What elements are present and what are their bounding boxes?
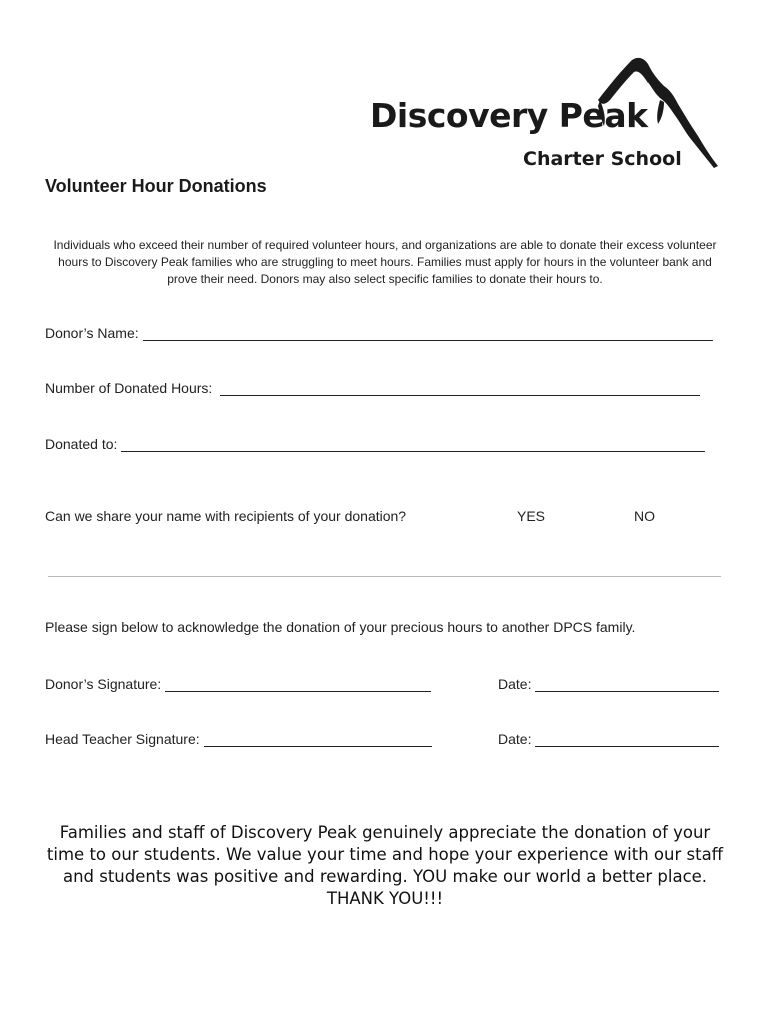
- donor-date-field[interactable]: [535, 677, 719, 692]
- head-teacher-date-label: Date:: [498, 731, 532, 747]
- share-no-option[interactable]: NO: [634, 508, 655, 524]
- donated-hours-field[interactable]: [220, 381, 700, 396]
- acknowledge-text: Please sign below to acknowledge the donation of your precious hours to another DPCS family.: [45, 619, 636, 635]
- head-teacher-signature-row: [45, 731, 432, 747]
- head-teacher-signature-field[interactable]: [204, 732, 432, 747]
- donor-name-field[interactable]: [143, 326, 713, 341]
- section-divider: [48, 576, 721, 577]
- head-teacher-date-field[interactable]: [535, 732, 719, 747]
- school-logo: [360, 52, 720, 182]
- school-subtitle: Charter School: [523, 148, 682, 170]
- donated-hours-label: Number of Donated Hours:: [45, 380, 213, 396]
- closing-message: [40, 822, 730, 910]
- head-teacher-date-row: [498, 731, 719, 747]
- donor-signature-field[interactable]: [165, 677, 431, 692]
- closing-thanks: THANK YOU!!!: [326, 889, 444, 908]
- donor-date-label: Date:: [498, 676, 532, 692]
- page-title: Volunteer Hour Donations: [45, 176, 267, 196]
- donated-hours-row: [45, 380, 700, 396]
- donor-name-row: [45, 325, 713, 341]
- closing-text: Families and staff of Discovery Peak genuinely appreciate the donation of your time to our students. We value your time and hope your experience with our staff and students was positive and rewarding. YOU make our world a better place.: [46, 823, 724, 886]
- donated-to-field[interactable]: [121, 437, 705, 452]
- donor-signature-label: Donor’s Signature:: [45, 676, 162, 692]
- school-name: Discovery Peak: [370, 96, 648, 135]
- intro-paragraph: Individuals who exceed their number of required volunteer hours, and organizations are able to donate their excess volunteer hours to Discovery Peak families who are struggling to meet hours. Families must apply for hours in the volunteer bank and prove their need. Donors may also select specific families to donate their hours to.: [53, 238, 717, 286]
- head-teacher-signature-label: Head Teacher Signature:: [45, 731, 200, 747]
- share-yes-option[interactable]: YES: [517, 508, 546, 524]
- donor-signature-row: [45, 676, 431, 692]
- donor-date-row: [498, 676, 719, 692]
- donor-name-label: Donor’s Name:: [45, 325, 139, 341]
- donated-to-row: [45, 436, 705, 452]
- share-name-question: Can we share your name with recipients of your donation?: [45, 508, 407, 524]
- donated-to-label: Donated to:: [45, 436, 118, 452]
